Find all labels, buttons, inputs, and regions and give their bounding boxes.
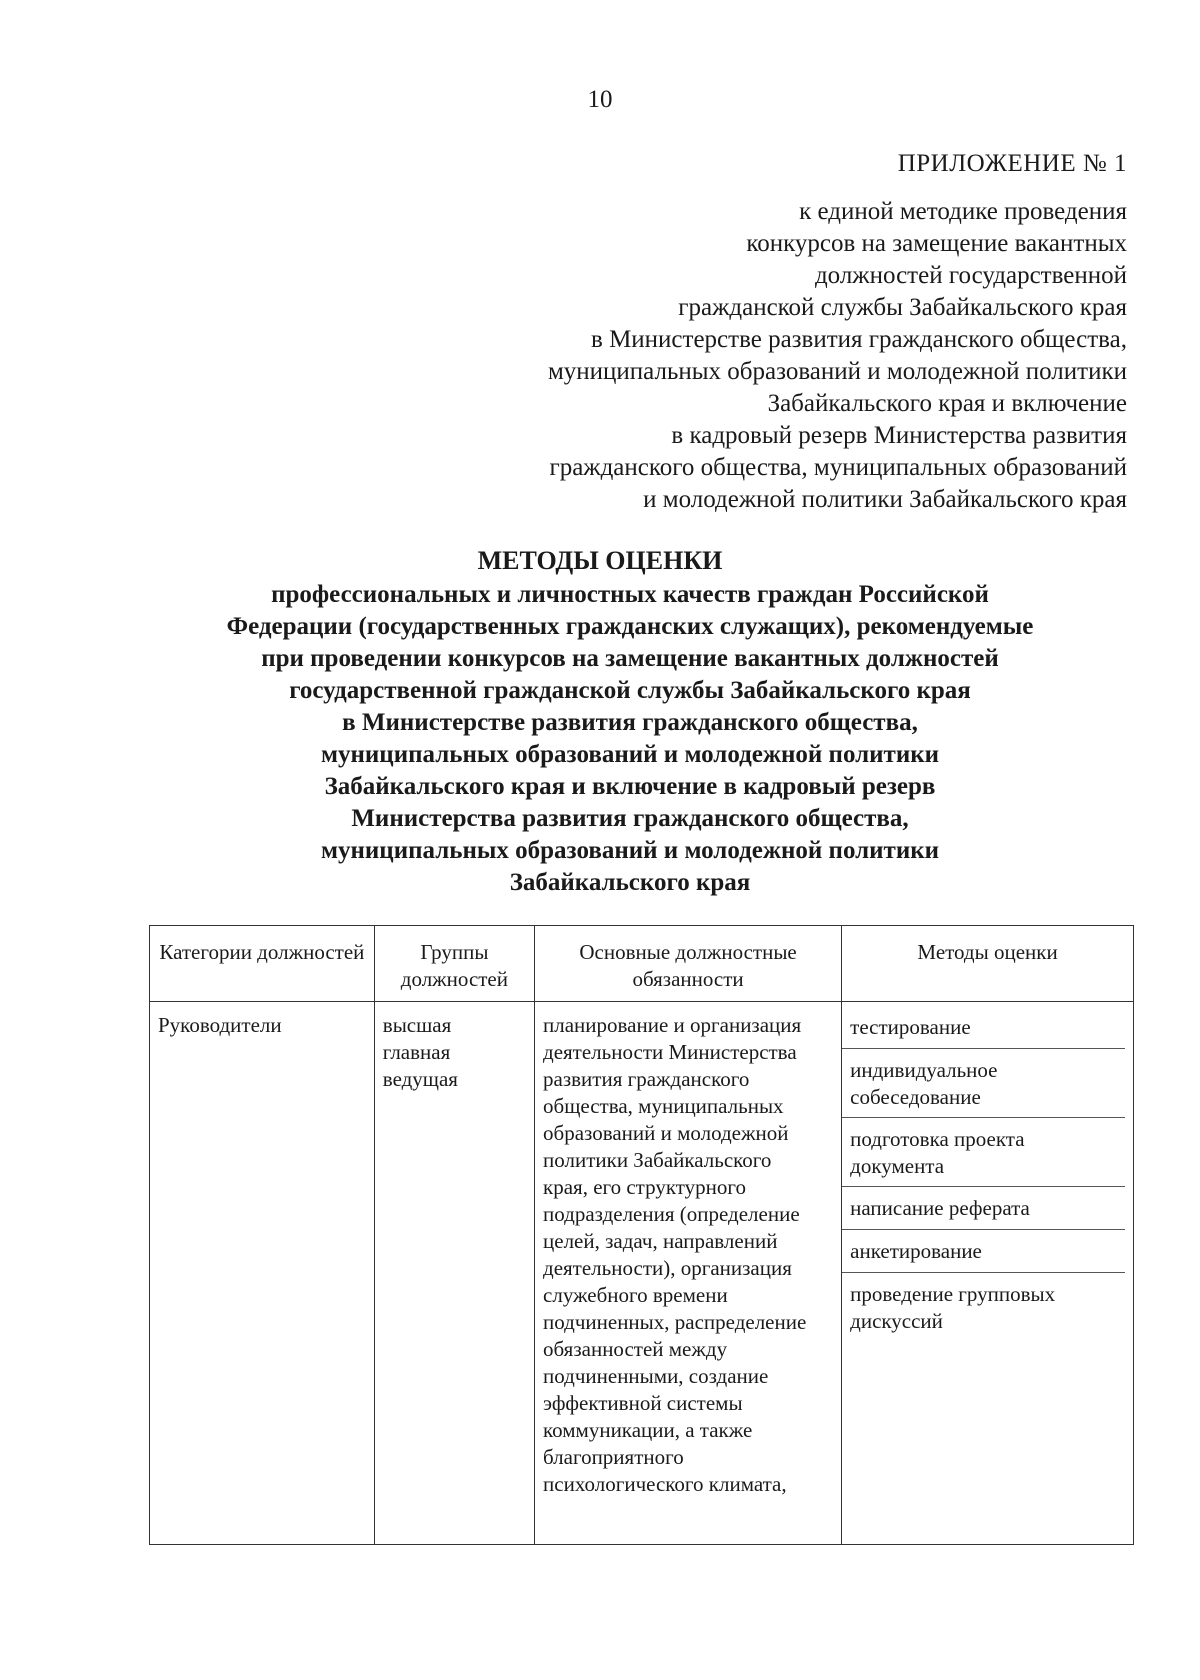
appendix-line: конкурсов на замещение вакантных xyxy=(746,230,1127,257)
subtitle-line: Министерства развития гражданского общества, xyxy=(351,805,909,832)
table-row xyxy=(150,1002,1134,1545)
appendix-line: в кадровый резерв Министерства развития xyxy=(671,422,1127,449)
method-item: тестирование xyxy=(842,1006,1125,1049)
appendix-line: к единой методике проведения xyxy=(799,198,1127,225)
page-number: 10 xyxy=(587,86,613,113)
method-item: индивидуальное собеседование xyxy=(842,1049,1125,1118)
subtitle-line: муниципальных образований и молодежной политики xyxy=(320,741,940,768)
header-duties: Основные должностные обязанности xyxy=(535,926,842,1002)
method-item: анкетирование xyxy=(842,1230,1125,1273)
group-item: ведущая xyxy=(382,1067,458,1091)
subtitle-line: государственной гражданской службы Забайкальского края xyxy=(289,677,971,704)
appendix-line: и молодежной политики Забайкальского края xyxy=(643,486,1127,513)
header-group: Группы должностей xyxy=(374,926,534,1002)
cell-methods xyxy=(842,1002,1134,1545)
group-item: главная xyxy=(382,1040,451,1064)
table-header-row xyxy=(150,926,1134,1002)
appendix-line: муниципальных образований и молодежной политики xyxy=(547,358,1127,385)
appendix-reference xyxy=(548,196,1127,516)
subtitle-line: Забайкальского края и включение в кадровый резерв xyxy=(324,773,936,800)
methods-list xyxy=(842,1006,1133,1341)
appendix-line: Забайкальского края и включение xyxy=(767,390,1127,417)
subtitle-line: Забайкальского края xyxy=(509,869,751,896)
appendix-line: в Министерстве развития гражданского общества, xyxy=(591,326,1127,353)
appendix-line: гражданского общества, муниципальных образований xyxy=(549,454,1127,481)
method-item: написание реферата xyxy=(842,1187,1125,1230)
method-item: подготовка проекта документа xyxy=(842,1118,1125,1187)
appendix-line: должностей государственной xyxy=(814,262,1127,289)
header-methods: Методы оценки xyxy=(842,926,1134,1002)
subtitle-line: Федерации (государственных гражданских служащих), рекомендуемые xyxy=(226,613,1034,640)
cell-category: Руководители xyxy=(150,1002,375,1545)
document-subtitle xyxy=(150,579,1110,899)
assessment-methods-table xyxy=(149,925,1134,1545)
method-item: проведение групповых дискуссий xyxy=(850,1282,1056,1333)
appendix-line: гражданской службы Забайкальского края xyxy=(678,294,1127,321)
appendix-heading: ПРИЛОЖЕНИЕ № 1 xyxy=(897,150,1127,177)
subtitle-line: в Министерстве развития гражданского общества, xyxy=(342,709,918,736)
cell-groups xyxy=(374,1002,534,1545)
cell-duties: планирование и организация деятельности Министерства развития гражданского общества, муниципальных образований и молодежной политики Забайкальского края, его структурного подразделения (определение целей, задач, направлений деятельности), организация служебного времени подчиненных, распределение обязанностей между подчиненными, создание эффективной системы коммуникации, а также благоприятного психологического климата, xyxy=(535,1002,842,1545)
subtitle-line: профессиональных и личностных качеств граждан Российской xyxy=(271,581,989,608)
subtitle-line: при проведении конкурсов на замещение вакантных должностей xyxy=(261,645,999,672)
header-category: Категории должностей xyxy=(150,926,375,1002)
document-title: МЕТОДЫ ОЦЕНКИ xyxy=(477,546,723,575)
group-item: высшая xyxy=(382,1013,452,1037)
subtitle-line: муниципальных образований и молодежной политики xyxy=(320,837,940,864)
